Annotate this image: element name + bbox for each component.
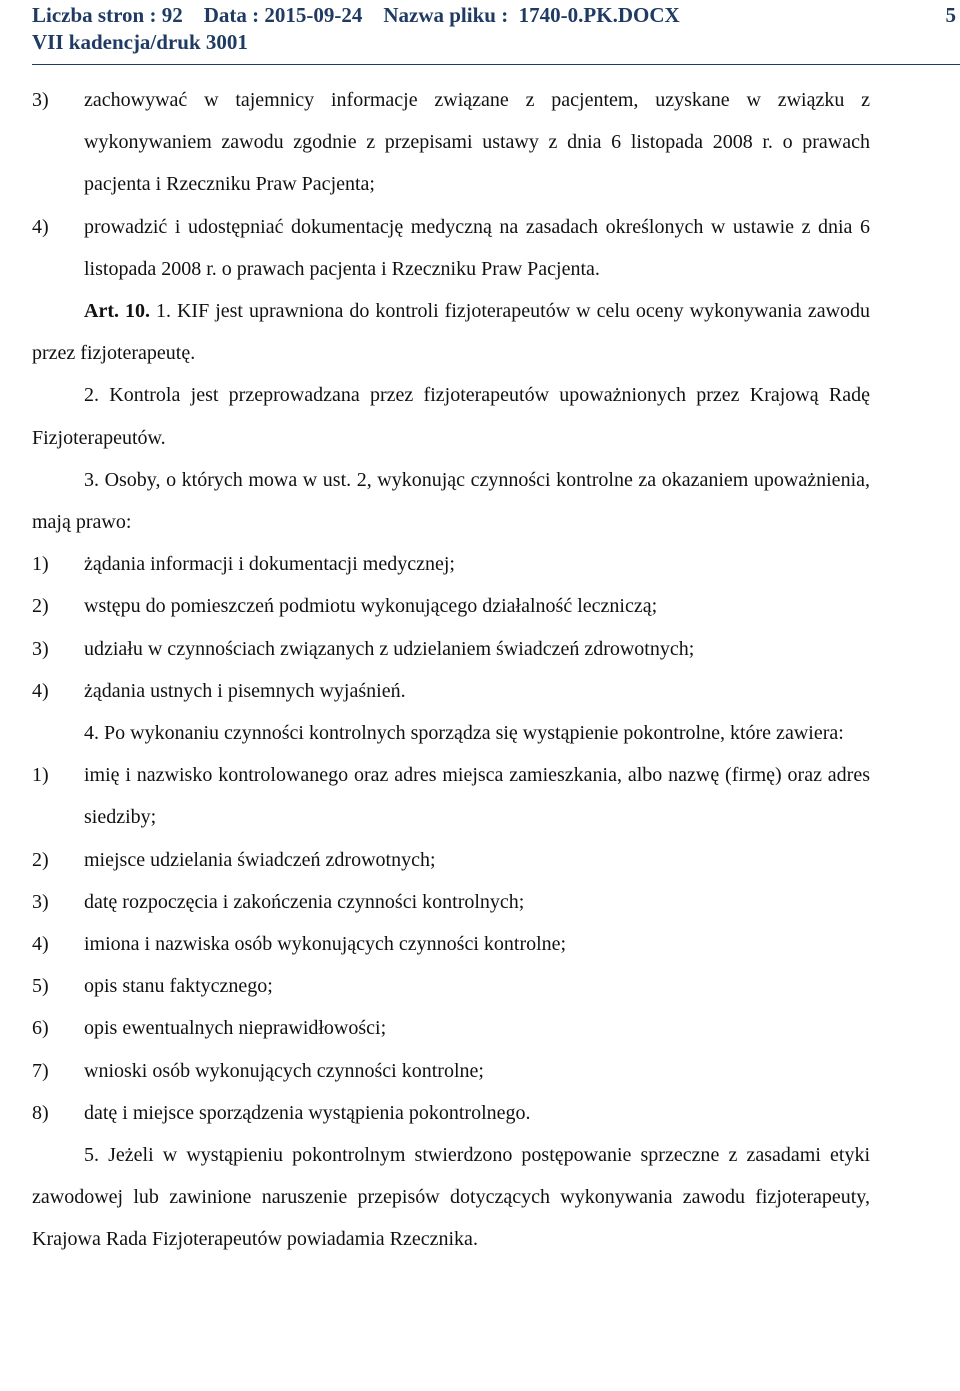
item-number: 1) <box>32 553 49 576</box>
item-number: 6) <box>32 1017 49 1040</box>
list-item <box>32 628 870 670</box>
item-number: 2) <box>32 848 49 871</box>
item-number: 7) <box>32 1059 49 1082</box>
list-item <box>32 206 870 290</box>
list-item <box>32 881 870 923</box>
item-text: datę rozpoczęcia i zakończenia czynności kontrolnych; <box>84 890 525 913</box>
list-item <box>32 965 870 1007</box>
item-text: żądania informacji i dokumentacji medycznej; <box>84 553 455 576</box>
paragraph-text: 1. KIF jest uprawniona do kontroli fizjoterapeutów w celu oceny wykonywania zawodu przez fizjoterapeutę. <box>32 300 871 365</box>
item-number: 4) <box>32 933 49 956</box>
list-item <box>32 923 870 965</box>
header-divider <box>32 64 960 65</box>
list-item <box>32 1050 870 1092</box>
art10-paragraph-2: 2. Kontrola jest przeprowadzana przez fizjoterapeutów upoważnionych przez Krajową Radę Fizjoterapeutów. <box>32 384 870 449</box>
item-number: 4) <box>32 679 49 702</box>
item-text: imię i nazwisko kontrolowanego oraz adres miejsca zamieszkania, albo nazwę (firmę) oraz adres siedziby; <box>84 764 870 829</box>
list-item <box>32 839 870 881</box>
art10-paragraph-4: 4. Po wykonaniu czynności kontrolnych sporządza się wystąpienie pokontrolne, które zawiera: <box>84 722 844 745</box>
item-number: 8) <box>32 1101 49 1124</box>
list-item <box>32 1007 870 1049</box>
list-item <box>32 670 870 712</box>
list-item <box>32 754 870 838</box>
item-number: 1) <box>32 764 49 787</box>
item-text: udziału w czynnościach związanych z udzielaniem świadczeń zdrowotnych; <box>84 637 695 660</box>
item-number: 4) <box>32 215 49 238</box>
header-file-info: Liczba stron : 92 Data : 2015-09-24 Nazwa pliku : 1740-0.PK.DOCX <box>32 3 680 27</box>
item-text: wnioski osób wykonujących czynności kontrolne; <box>84 1059 484 1082</box>
item-number: 5) <box>32 975 49 998</box>
item-text: opis stanu faktycznego; <box>84 975 273 998</box>
item-number: 2) <box>32 595 49 618</box>
art10-paragraph-1 <box>32 290 870 374</box>
list-item <box>32 1092 870 1134</box>
item-text: datę i miejsce sporządzenia wystąpienia pokontrolnego. <box>84 1101 531 1124</box>
item-number: 3) <box>32 890 49 913</box>
page-number: 5 <box>945 3 956 27</box>
item-number: 3) <box>32 89 49 111</box>
item-number: 3) <box>32 637 49 660</box>
list-item <box>32 543 870 585</box>
art10-paragraph-3: 3. Osoby, o których mowa w ust. 2, wykonując czynności kontrolne za okazaniem upoważnienia, mają prawo: <box>32 468 870 534</box>
item-text: opis ewentualnych nieprawidłowości; <box>84 1017 387 1040</box>
list-item <box>32 585 870 627</box>
document-body <box>32 79 870 1261</box>
item-text: żądania ustnych i pisemnych wyjaśnień. <box>84 679 406 702</box>
item-text: miejsce udzielania świadczeń zdrowotnych; <box>84 848 436 871</box>
document-header <box>32 0 960 62</box>
article-label: Art. 10. <box>84 300 150 323</box>
art10-paragraph-5: 5. Jeżeli w wystąpieniu pokontrolnym stwierdzono postępowanie sprzeczne z zasadami etyki zawodowej lub zawinione naruszenie przepisów dotyczących wykonywania zawodu fizjoterapeuty, Krajowa Rada Fizjoterapeutów powiadamia Rzecznika. <box>32 1144 870 1251</box>
item-text: wstępu do pomieszczeń podmiotu wykonującego działalność leczniczą; <box>84 595 658 618</box>
header-print-number: VII kadencja/druk 3001 <box>32 30 248 54</box>
item-text: prowadzić i udostępniać dokumentację medyczną na zasadach określonych w ustawie z dnia 6 listopada 2008 r. o prawach pacjenta i Rzeczniku Praw Pacjenta. <box>84 215 870 280</box>
item-text: imiona i nazwiska osób wykonujących czynności kontrolne; <box>84 933 567 956</box>
list-item <box>32 79 870 206</box>
item-text: zachowywać w tajemnicy informacje związane z pacjentem, uzyskane w związku z wykonywaniem zawodu zgodnie z przepisami ustawy z dnia 6 listopada 2008 r. o prawach pacjenta i Rzeczniku Praw Pacjenta; <box>84 89 870 196</box>
